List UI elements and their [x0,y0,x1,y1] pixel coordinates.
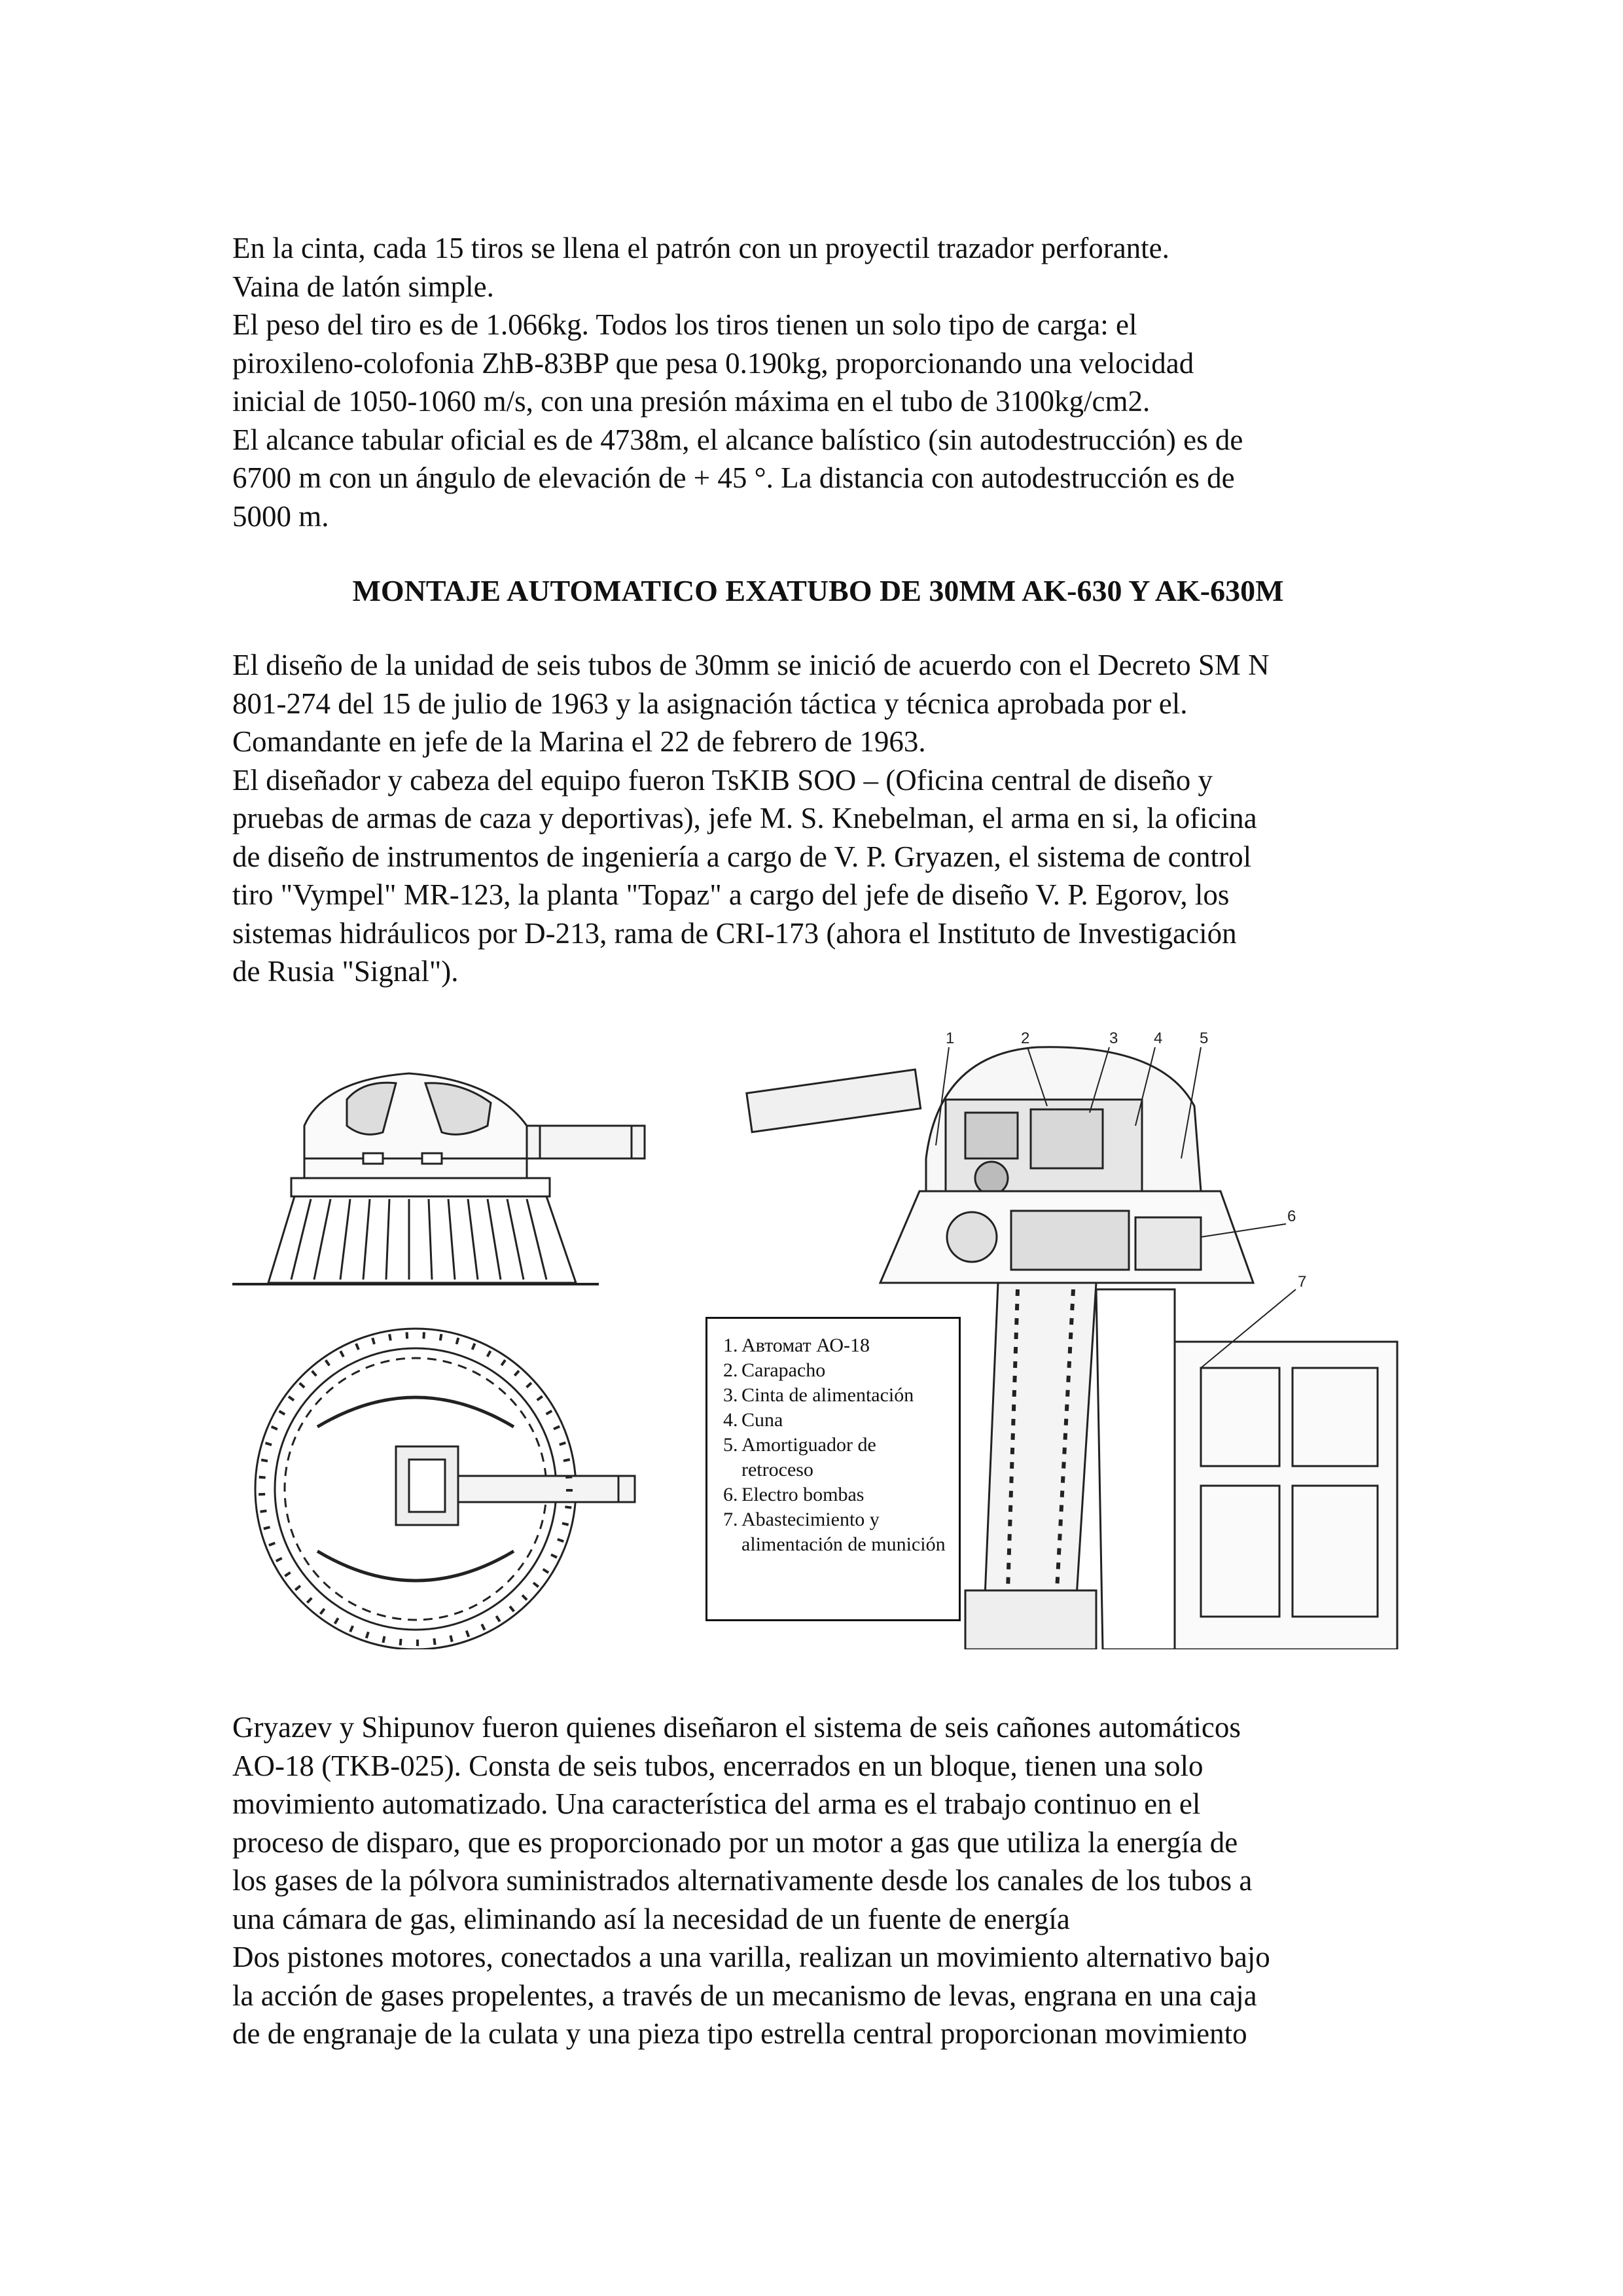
callout-label: 6 [1287,1208,1296,1225]
legend-item: 4. Cuna [723,1409,783,1431]
text-line: En la cinta, cada 15 tiros se llena el patrón con un proyectil trazador perforante. [232,232,1169,264]
text-line: proceso de disparo, que es proporcionado por un motor a gas que utiliza la energía de [232,1825,1238,1859]
callout-label: 5 [1200,1030,1209,1047]
plan-view-drawing [255,1329,635,1649]
text-line: Dos pistones motores, conectados a una varilla, realizan un movimiento alternativo bajo [232,1941,1270,1973]
text-line: la acción de gases propelentes, a través de un mecanismo de levas, engrana en una caja [232,1979,1257,2012]
text-line: El diseñador y cabeza del equipo fueron TsKIB SOO – (Oficina central de diseño y [232,763,1213,797]
legend-item: 1. Автомат АО-18 [723,1335,870,1356]
text-line: pruebas de armas de caza y deportivas), jefe M. S. Knebelman, el arma en si, la oficina [232,802,1257,834]
legend-item: 7. Abastecimiento y alimentación de munición [723,1509,946,1555]
callout-label: 1 [946,1030,955,1047]
legend-item: 6. Electro bombas [723,1484,865,1505]
legend-item: 3. Cinta de alimentación [723,1384,914,1406]
callout-label: 4 [1154,1030,1163,1047]
side-elevation-drawing [232,1073,645,1284]
legend-item: 2. Carapacho [723,1359,826,1381]
text-line: de de engranaje de la culata y una pieza tipo estrella central proporcionan movimiento [232,2017,1247,2050]
text-line: los gases de la pólvora suministrados alternativamente desde los canales de los tubos a [232,1864,1253,1897]
figure-legend [705,1317,961,1621]
text-line: tiro "Vympel" MR-123, la planta "Topaz" a cargo del jefe de diseño V. P. Egorov, los [232,878,1230,911]
text-line: Comandante en jefe de la Marina el 22 de febrero de 1963. [232,725,926,758]
text-line: Vaina de latón simple. [232,270,494,303]
mechanism-paragraph [232,1708,1404,2053]
callout-label: 2 [1021,1030,1030,1047]
text-line: de diseño de instrumentos de ingeniería a cargo de V. P. Gryazen, el sistema de control [232,840,1252,873]
text-line: de Rusia "Signal"). [232,955,459,988]
text-line: sistemas hidráulicos por D-213, rama de CRI-173 (ahora el Instituto de Investigación [232,916,1237,950]
design-paragraph [232,646,1404,991]
callout-label: 3 [1109,1030,1118,1047]
text-line: Gryazev y Shipunov fueron quienes diseñaron el sistema de seis cañones automáticos [232,1711,1241,1744]
text-line: una cámara de gas, eliminando así la necesidad de un fuente de energía [232,1902,1070,1935]
text-line: El diseño de la unidad de seis tubos de 30mm se inició de acuerdo con el Decreto SM N [232,649,1270,681]
text-line: 801-274 del 15 de julio de 1963 y la asignación táctica y técnica aprobada por el. [232,687,1188,720]
text-line: AO-18 (TKB-025). Consta de seis tubos, encerrados en un bloque, tienen una solo [232,1749,1204,1782]
intro-paragraph [232,229,1404,535]
text-line: 5000 m. [232,499,329,533]
text-line: El alcance tabular oficial es de 4738m, el alcance balístico (sin autodestrucción) es de [232,423,1243,456]
text-line: El peso del tiro es de 1.066kg. Todos los tiros tienen un solo tipo de carga: el [232,308,1137,341]
callout-label: 7 [1298,1273,1307,1291]
legend-item: 5. Amortiguador de retroceso [723,1434,876,1480]
text-line: piroxileno-colofonia ZhB-83BP que pesa 0.190kg, proporcionando una velocidad [232,346,1194,380]
text-line: movimiento automatizado. Una característica del arma es el trabajo continuo en el [232,1787,1201,1820]
text-line: 6700 m con un ángulo de elevación de + 45 °. La distancia con autodestrucción es de [232,461,1235,494]
text-line: inicial de 1050-1060 m/s, con una presión máxima en el tubo de 3100kg/cm2. [232,385,1150,418]
section-heading: MONTAJE AUTOMATICO EXATUBO DE 30MM AK-630 Y AK-630M [352,574,1284,607]
